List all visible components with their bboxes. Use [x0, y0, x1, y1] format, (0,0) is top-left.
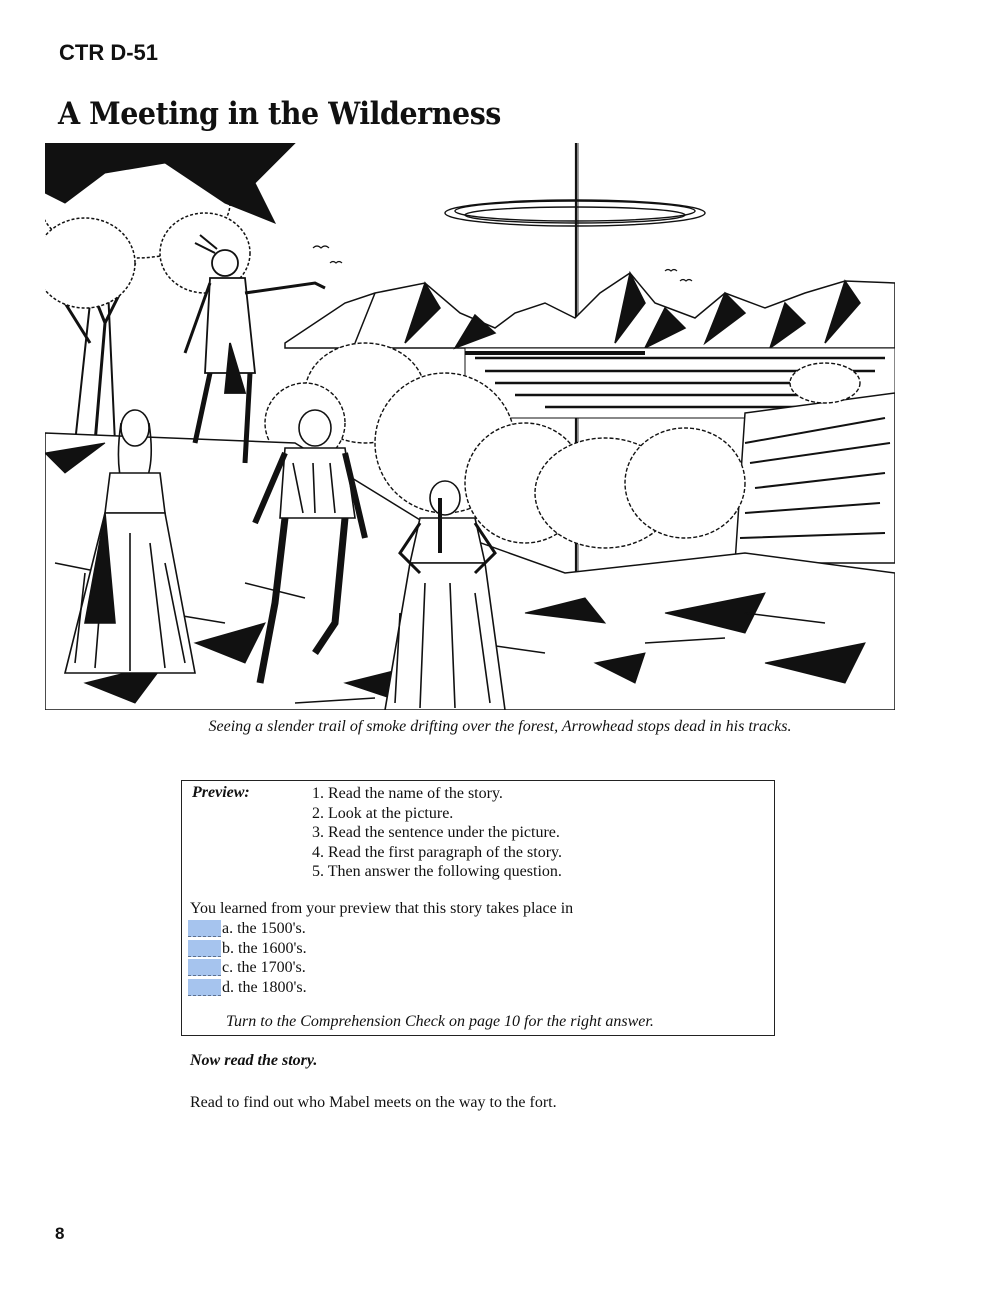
page-number: 8 [55, 1224, 65, 1243]
answer-field-a[interactable] [188, 920, 221, 937]
answer-choice-b [188, 939, 307, 959]
answer-choice-a [188, 919, 307, 939]
story-title: A Meeting in the Wilderness [58, 96, 501, 132]
story-illustration [45, 143, 895, 710]
preview-step: 4. Read the first paragraph of the story. [312, 843, 562, 861]
choice-text: c. the 1700's. [222, 959, 306, 976]
answer-field-d[interactable] [188, 979, 221, 996]
answer-field-b[interactable] [188, 940, 221, 957]
document-code: CTR D-51 [59, 40, 159, 65]
instruction-heading: Now read the story. [190, 1052, 318, 1069]
answer-field-c[interactable] [188, 959, 221, 976]
preview-label: Preview: [192, 784, 250, 801]
preview-question: You learned from your preview that this story takes place in [190, 900, 574, 917]
answer-choice-d [188, 978, 307, 998]
preview-steps [312, 784, 562, 882]
choice-text: d. the 1800's. [222, 978, 307, 996]
preview-step: 5. Then answer the following question. [312, 863, 562, 880]
choice-text: a. the 1500's. [222, 920, 306, 937]
reading-purpose: Read to find out who Mabel meets on the way to the fort. [190, 1094, 557, 1111]
preview-box [181, 780, 775, 1036]
answer-note: Turn to the Comprehension Check on page 10 for the right answer. [226, 1013, 654, 1030]
illustration-caption: Seeing a slender trail of smoke drifting over the forest, Arrowhead stops dead in his tracks. [208, 718, 792, 735]
preview-step: 2. Look at the picture. [312, 804, 454, 822]
answer-choices [188, 919, 307, 997]
choice-text: b. the 1600's. [222, 939, 307, 957]
answer-choice-c [188, 958, 307, 978]
preview-step: 1. Read the name of the story. [312, 785, 503, 802]
preview-step: 3. Read the sentence under the picture. [312, 824, 560, 841]
